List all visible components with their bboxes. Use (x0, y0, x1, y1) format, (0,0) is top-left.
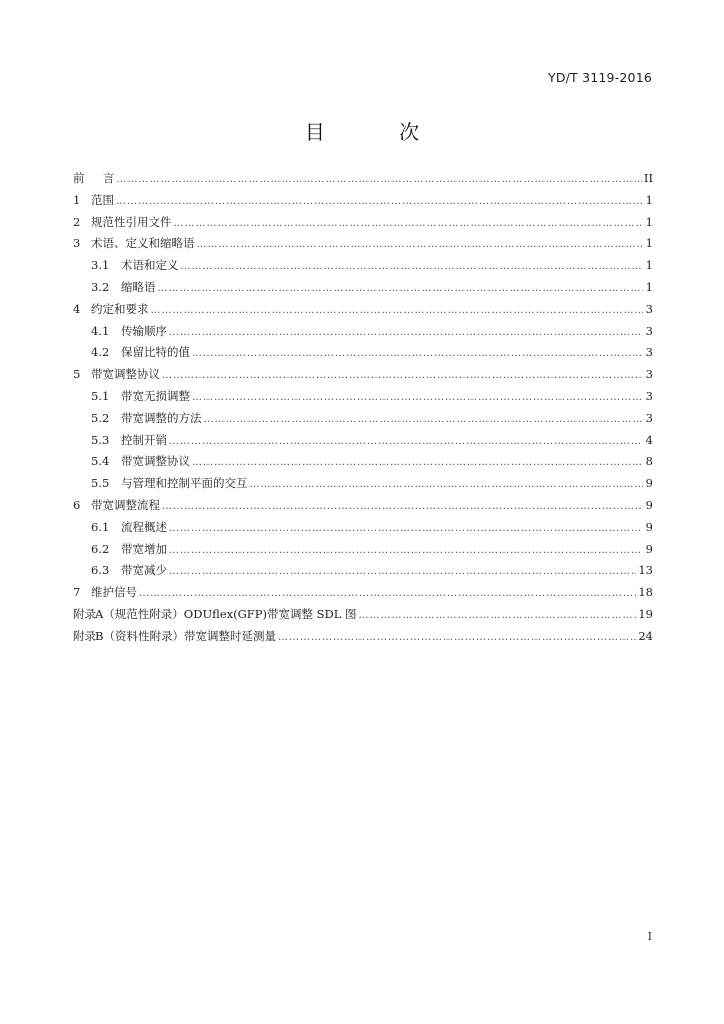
toc-entry-number: 4.1 (91, 323, 110, 338)
toc-entry-number: 1 (73, 192, 81, 207)
toc-entry-title: 言 (103, 171, 115, 185)
toc-entry-title: 范围 (91, 192, 114, 207)
toc-entry-number: 附录 (73, 628, 96, 643)
toc-entry-number: 3 (73, 236, 81, 251)
toc-entry-title: 控制开销 (121, 432, 167, 447)
toc-entry-title: 缩略语 (121, 279, 156, 294)
toc-entry[interactable] (73, 539, 653, 561)
toc-entry-page: 3 (645, 410, 653, 425)
toc-entry-number: 6.3 (91, 563, 110, 578)
toc-dot-leader (278, 627, 636, 649)
toc-entry[interactable] (73, 430, 653, 452)
toc-dot-leader (116, 191, 643, 213)
toc-entry[interactable] (73, 233, 653, 255)
toc-entry-number: 7 (73, 585, 81, 600)
toc-entry-number: 6.2 (91, 541, 110, 556)
toc-dot-leader (117, 169, 642, 191)
toc-entry-title: 带宽增加 (121, 541, 167, 556)
toc-entry-page: 1 (645, 192, 653, 207)
toc-entry-title: 带宽调整协议 (121, 454, 190, 469)
toc-dot-leader (169, 431, 643, 453)
toc-entry-page: 3 (645, 388, 653, 403)
toc-entry[interactable] (73, 582, 653, 604)
table-of-contents (73, 168, 653, 648)
toc-entry[interactable] (73, 604, 653, 626)
toc-entry-number: 附录 (73, 606, 96, 621)
toc-entry-number: 5.4 (91, 454, 110, 469)
toc-entry-number: 2 (73, 214, 81, 229)
toc-entry-title: 传输顺序 (121, 323, 167, 338)
toc-entry-number: 5 (73, 367, 81, 382)
toc-dot-leader (250, 474, 644, 496)
toc-entry-title: 带宽调整流程 (91, 497, 160, 512)
toc-entry-title: A（规范性附录）ODUflex(GFP)带宽调整 SDL 图 (95, 606, 357, 621)
toc-entry[interactable] (73, 408, 653, 430)
toc-entry[interactable] (73, 190, 653, 212)
toc-entry-page: 19 (638, 606, 653, 621)
toc-entry-title: 约定和要求 (91, 301, 149, 316)
toc-dot-leader (192, 387, 643, 409)
toc-entry-page: 24 (638, 628, 653, 643)
toc-entry-page: 8 (645, 454, 653, 469)
toc-dot-leader (169, 322, 643, 344)
toc-dot-leader (139, 583, 636, 605)
toc-entry-number: 前 (73, 171, 85, 185)
toc-entry-page: 3 (645, 345, 653, 360)
toc-dot-leader (162, 365, 643, 387)
toc-entry-page: 9 (645, 476, 653, 491)
toc-dot-leader (151, 300, 644, 322)
toc-entry-number: 6 (73, 497, 81, 512)
toc-entry[interactable] (73, 495, 653, 517)
toc-entry[interactable] (73, 168, 653, 190)
toc-entry[interactable] (73, 473, 653, 495)
toc-entry-page: 3 (645, 323, 653, 338)
toc-dot-leader (204, 409, 644, 431)
toc-entry-title: 维护信号 (91, 585, 137, 600)
toc-entry-number: 4 (73, 301, 81, 316)
toc-entry-page: 9 (645, 541, 653, 556)
toc-entry[interactable] (73, 364, 653, 386)
toc-dot-leader (192, 343, 643, 365)
toc-entry-title: 与管理和控制平面的交互 (121, 476, 248, 491)
toc-entry-page: 9 (645, 497, 653, 512)
toc-entry-number: 6.1 (91, 519, 110, 534)
toc-entry-number: 5.3 (91, 432, 110, 447)
toc-entry-title: 术语和定义 (121, 258, 179, 273)
toc-entry-number: 5.1 (91, 388, 110, 403)
toc-entry-page: 3 (645, 301, 653, 316)
document-code: YD/T 3119-2016 (547, 70, 652, 85)
toc-entry-title: 术语、定义和缩略语 (91, 236, 195, 251)
toc-entry-title: 带宽无损调整 (121, 388, 190, 403)
toc-entry-page: 1 (645, 214, 653, 229)
toc-entry-title: 带宽减少 (121, 563, 167, 578)
toc-entry-page: 18 (638, 585, 653, 600)
toc-dot-leader (197, 234, 644, 256)
toc-entry[interactable] (73, 321, 653, 343)
toc-entry-page: 4 (645, 432, 653, 447)
toc-dot-leader (181, 256, 644, 278)
toc-entry[interactable] (73, 626, 653, 648)
toc-entry[interactable] (73, 277, 653, 299)
toc-entry-number: 3.2 (91, 279, 110, 294)
toc-entry-page: 3 (645, 367, 653, 382)
toc-entry[interactable] (73, 299, 653, 321)
toc-entry[interactable] (73, 255, 653, 277)
toc-entry-page: 1 (645, 258, 653, 273)
toc-entry-number: 5.5 (91, 476, 110, 491)
toc-entry-page: 9 (645, 519, 653, 534)
toc-dot-leader (169, 561, 636, 583)
toc-dot-leader (169, 540, 643, 562)
toc-entry-page: 1 (645, 236, 653, 251)
toc-entry-title: 保留比特的值 (121, 345, 190, 360)
toc-entry[interactable] (73, 560, 653, 582)
toc-entry-number: 3.1 (91, 258, 110, 273)
toc-entry[interactable] (73, 342, 653, 364)
toc-dot-leader (174, 213, 644, 235)
toc-dot-leader (169, 518, 643, 540)
toc-entry-page: 13 (638, 563, 653, 578)
toc-entry-page: 1 (645, 279, 653, 294)
toc-dot-leader (359, 605, 637, 627)
toc-entry-number: 4.2 (91, 345, 110, 360)
toc-entry-page: II (643, 171, 653, 185)
toc-entry[interactable] (73, 386, 653, 408)
toc-entry[interactable] (73, 212, 653, 234)
page-number: I (647, 930, 652, 943)
toc-entry-title: 流程概述 (121, 519, 167, 534)
toc-dot-leader (192, 452, 643, 474)
toc-entry-number: 5.2 (91, 410, 110, 425)
toc-dot-leader (162, 496, 643, 518)
toc-entry[interactable] (73, 451, 653, 473)
toc-entry[interactable] (73, 517, 653, 539)
toc-heading: 目 次 (304, 120, 454, 144)
toc-entry-title: 规范性引用文件 (91, 214, 172, 229)
toc-entry-title: B（资料性附录）带宽调整时延测量 (95, 628, 276, 643)
toc-dot-leader (158, 278, 644, 300)
toc-entry-title: 带宽调整协议 (91, 367, 160, 382)
toc-entry-title: 带宽调整的方法 (121, 410, 202, 425)
